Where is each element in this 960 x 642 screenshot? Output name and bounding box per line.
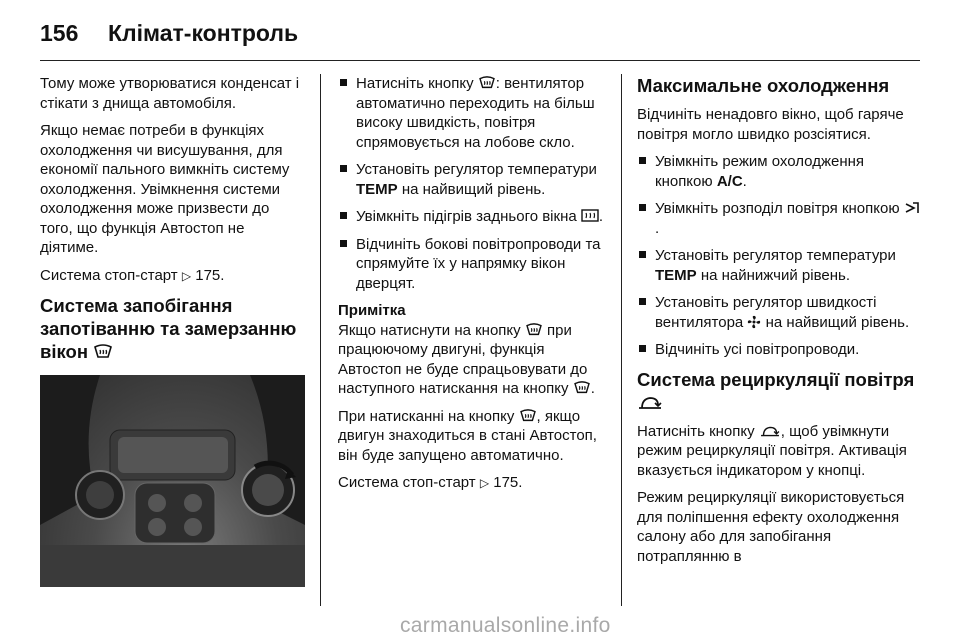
reference-text: Система стоп-старт: [40, 266, 178, 284]
column-2: [338, 74, 608, 502]
list-item: Натисніть кнопку : вентилятор автоматично переходить на більш високу швидкість, повітря спрямовується на лобове скло.: [338, 74, 608, 152]
paragraph-open-window: Відчиніть ненадовго вікно, щоб гаряче повітря могло швидко розсіятися.: [637, 106, 904, 143]
list-item: Увімкніть підігрів заднього вікна .: [338, 207, 608, 227]
page-number: 156: [40, 20, 79, 46]
reference-page: 175.: [493, 474, 523, 491]
windshield-defrost-icon: [573, 381, 591, 395]
climate-panel-illustration: [40, 375, 305, 587]
section-heading-text: Система рециркуляції повітря: [637, 368, 915, 390]
paragraph-economy: Якщо немає потреби в функціях охолодження чи висушування, для економії пального вимкніть систему охолодження. Увімкнення системи охолодження може призвести до того, що функція Автостоп не діятиме.: [40, 122, 290, 256]
page-header: [40, 12, 920, 60]
column-divider-1: [320, 74, 321, 606]
header-rule: [40, 60, 920, 61]
reference-text: Система стоп-старт: [338, 474, 476, 491]
column-3: [637, 74, 920, 574]
section-heading-defrost: [40, 294, 305, 363]
fan-icon: [747, 315, 761, 329]
section-heading-max-cooling: Максимальне охолодження: [637, 75, 890, 96]
reference-page: 175.: [195, 266, 225, 284]
temp-control-label: TEMP: [356, 180, 398, 198]
list-item: Увімкніть режим охолодження кнопкою A/C.: [637, 152, 920, 191]
list-item: Увімкніть розподіл повітря кнопкою .: [637, 199, 920, 238]
windshield-defrost-icon: [478, 76, 496, 90]
recirculation-icon: [637, 395, 663, 411]
list-item: Відчиніть бокові повітропроводи та спрямуйте їх у напрямку вікон дверцят.: [338, 235, 608, 294]
paragraph-condensate: Тому може утворюватися конденсат і стікати з днища автомобіля.: [40, 75, 300, 112]
list-item: Установіть регулятор температури TEMP на найнижчий рівень.: [637, 246, 920, 285]
note-paragraph-2: При натисканні на кнопку , якщо двигун знаходиться в стані Автостоп, він буде запущено автоматично.: [338, 407, 597, 464]
temp-control-label: TEMP: [655, 266, 697, 284]
recirculation-icon: [759, 425, 781, 438]
list-item: Відчиніть усі повітропроводи.: [637, 340, 920, 360]
list-item: Установіть регулятор швидкості вентилятора на найвищий рівень.: [637, 293, 920, 332]
note-title: Примітка: [338, 302, 406, 319]
climate-panel-photo: [40, 375, 305, 587]
note-paragraph-1: Якщо натиснути на кнопку при працюючому двигуні, функція Автостоп не буде спрацьовувати до наступного натискання на кнопку .: [338, 321, 595, 397]
paragraph-recirc-usage: Режим рециркуляції використовується для поліпшення ефекту охолодження салону або для запобігання потраплянню в: [637, 489, 905, 565]
list-item: Установіть регулятор температури TEMP на найвищий рівень.: [338, 160, 608, 199]
section-heading-recirculation: [637, 368, 920, 414]
air-vent-direction-icon: [904, 201, 920, 215]
windshield-defrost-icon: [519, 409, 537, 423]
ac-button-label: A/C: [716, 172, 743, 190]
chapter-title: Клімат-контроль: [108, 20, 299, 46]
reference-arrow-icon: ▷: [181, 268, 192, 283]
section-heading-text: Система запобігання запотіванню та замерзанню вікон: [40, 295, 297, 362]
reference-arrow-icon: ▷: [479, 476, 490, 490]
reference-stop-start: [40, 266, 305, 287]
column-1: [40, 74, 305, 587]
windshield-defrost-icon: [525, 323, 543, 337]
paragraph-recirc-activate: Натисніть кнопку , щоб увімкнути режим рециркуляції повітря. Активація вказується індикатором у кнопці.: [637, 422, 907, 479]
windshield-defrost-icon: [93, 344, 113, 360]
rear-window-heat-icon: [581, 209, 599, 223]
watermark: carmanualsonline.info: [400, 614, 611, 637]
column-divider-2: [621, 74, 622, 606]
reference-stop-start: [338, 473, 608, 494]
